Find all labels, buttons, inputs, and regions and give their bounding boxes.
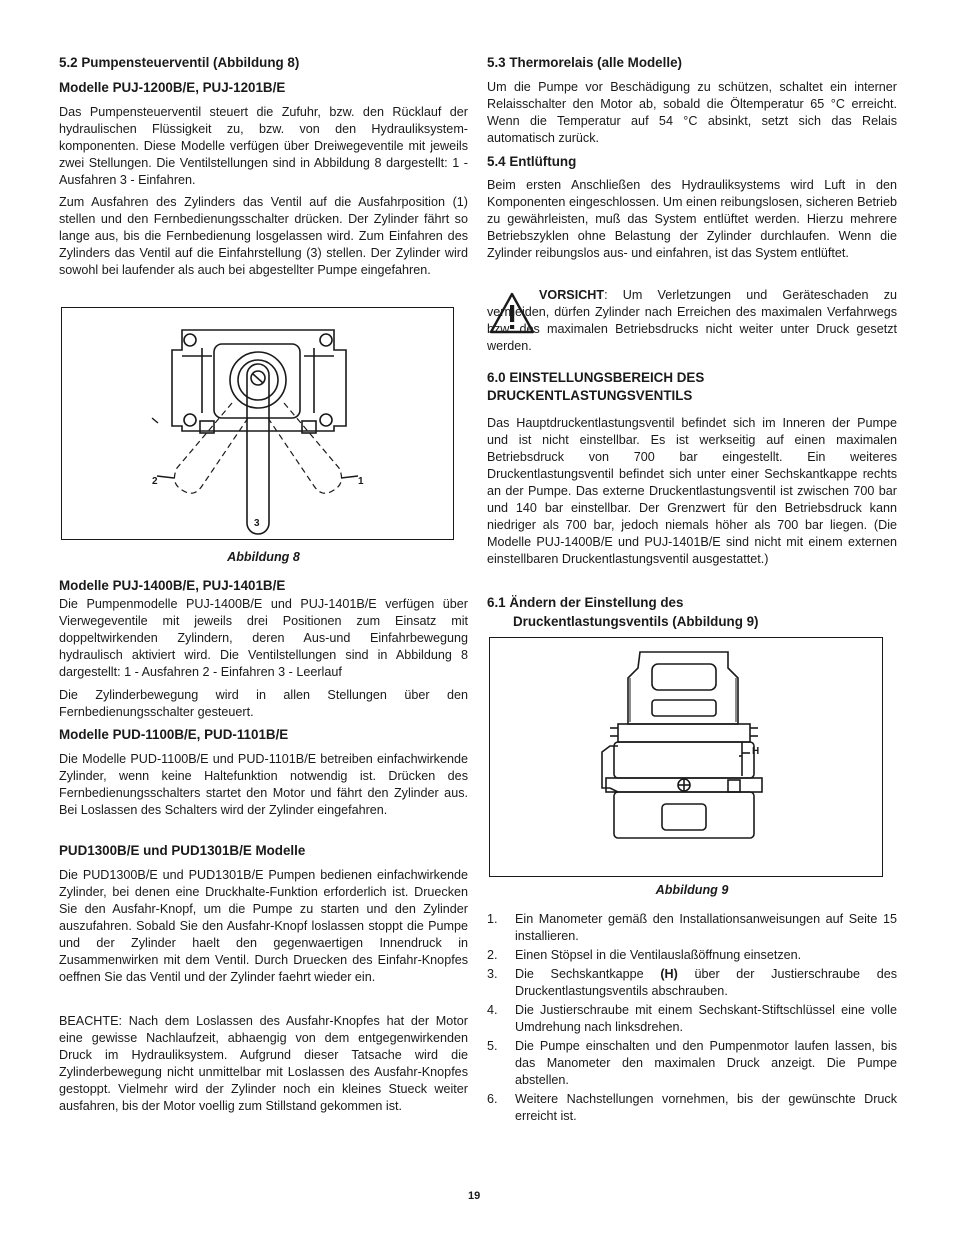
subheading-models-1400: Modelle PUJ-1400B/E, PUJ-1401B/E bbox=[59, 578, 286, 593]
paragraph: Die PUD1300B/E und PUD1301B/E Pumpen bedienen einfachwirkende Zylinder, bei denen eine Druckhalte-Funktion erforderlich ist. Druecken Sie den Ausfahr-Knopf, um die Pumpe zu starten und den Zylinder auszufahren. Sobald Sie den Ausfahr-Knopf loslassen stoppt die Pumpe und der Zylinder haelt den gegenwaertigen Innendruck in Zusammenwirken mit dem Ventil. Durch Druecken des Einfahr-Knopfes oeffnen Sie das Ventil und der Zylinder faehrt wieder ein. bbox=[59, 868, 468, 984]
section-heading-5-3: 5.3 Thermorelais (alle Modelle) bbox=[487, 55, 682, 70]
paragraph: Beim ersten Anschließen des Hydrauliksystems wird Luft in den Komponenten eingeschlossen. Um einen reibungslosen, sicheren Betrieb zu gewährleisten, muß das System entlüftet werden. Hierzu mehrere Betriebszyklen ohne Belastung der Zylinder durchlaufen. Wenn die Zylinder reibungslos aus- und einfahren, ist das System entlüftet. bbox=[487, 178, 897, 260]
caution-paragraph bbox=[487, 287, 897, 355]
fig8-label-2: 2 bbox=[152, 476, 158, 487]
list-item: 1. Ein Manometer gemäß den Installationsanweisungen auf Seite 15 installieren. bbox=[487, 912, 897, 943]
valve-diagram bbox=[62, 308, 453, 539]
list-item: 6. Weitere Nachstellungen vornehmen, bis der gewünschte Druck erreicht ist. bbox=[487, 1092, 897, 1123]
section-heading-5-4: 5.4 Entlüftung bbox=[487, 154, 577, 169]
figure-8-caption: Abbildung 8 bbox=[227, 550, 300, 564]
list-item: 5. Die Pumpe einschalten und den Pumpenmotor laufen lassen, bis das Manometer den maximalen Druck anzeigt. Die Pumpe abstellen. bbox=[487, 1039, 897, 1087]
figure-9 bbox=[489, 637, 883, 877]
section-heading-6-0-line1: 6.0 EINSTELLUNGSBEREICH DES bbox=[487, 370, 705, 385]
paragraph: Zum Ausfahren des Zylinders das Ventil auf die Ausfahrposition (1) stellen und den Fernbedienungsschalter drücken. Der Zylinder fährt so lange aus, bis die Fernbedienung losgelassen wird. Zum Einfahren des Zylinders das Ventil auf die Einfahrstellung (3) stellen. Der Zylinder wird sowohl bei laufender als auch bei abgestellter Pumpe eingefahren. bbox=[59, 195, 468, 277]
list-item: 3. Die Sechskantkappe (H) über der Justierschraube des Druckentlastungsventils abschrauben. bbox=[487, 967, 897, 998]
fig8-label-3: 3 bbox=[254, 518, 260, 529]
paragraph: Die Modelle PUD-1100B/E und PUD-1101B/E betreiben einfachwirkende Zylinder, wenn keine Haltefunktion notwendig ist. Drücken des Fernbedienungsschalters startet den Motor und fährt den Zylinder aus. Bei Loslassen des Schalters wird der Zylinder eingefahren. bbox=[59, 752, 468, 817]
paragraph: Das Hauptdruckentlastungsventil befindet sich im Inneren der Pumpe und ist nicht einstellbar. Es ist werkseitig auf einen maximalen Betriebsdruck von 700 bar eingestellt. Ein weiteres Druckentlastungsventil befindet sich unter einer Sechskantkappe rechts an der Pumpe. Das externe Druckentlastungsventil ist zwischen 700 bar und 140 bar einstellbar. Der Grenzwert für den Betriebsdruck kann niedriger als 700 bar, jedoch niemals höher als 700 bar liegen. (Die Modelle PUJ-1400B/E und PUJ-1401B/E sind nicht mit einem externen einstellbaren Druckentlastungsventil ausgestattet.) bbox=[487, 416, 897, 566]
paragraph: Das Pumpensteuerventil steuert die Zufuhr, bzw. den Rücklauf der hydraulischen Flüssigkeit zu, bzw. von den Hydrauliksystem-komponenten. Diese Modelle verfügen über Dreiwegeventile mit jeweils zwei Stellungen. Die Ventilstellungen sind in Abbildung 8 dargestellt: 1 - Ausfahren 3 - Einfahren. bbox=[59, 105, 468, 187]
list-item: 4. Die Justierschraube mit einem Sechskant-Stiftschlüssel eine volle Umdrehung nach linksdrehen. bbox=[487, 1003, 897, 1034]
pump-diagram bbox=[490, 638, 882, 876]
subheading-models-1300: PUD1300B/E und PUD1301B/E Modelle bbox=[59, 843, 306, 858]
caution-text: : Um Verletzungen und Geräteschaden zu vermeiden, dürfen Zylinder nach Erreichen des maximalen Verfahrwegs bzw. des maximalen Betriebsdrucks nicht weiter unter Druck gesetzt werden. bbox=[487, 288, 897, 353]
page-number: 19 bbox=[468, 1190, 481, 1202]
steps-list bbox=[487, 911, 897, 1125]
caution-block bbox=[487, 287, 897, 359]
subheading-models-1100: Modelle PUD-1100B/E, PUD-1101B/E bbox=[59, 727, 289, 742]
figure-8 bbox=[61, 307, 454, 540]
section-heading-6-1-line1: 6.1 Ändern der Einstellung des bbox=[487, 595, 684, 610]
section-heading-6-0-line2: DRUCKENTLASTUNGSVENTILS bbox=[487, 388, 693, 403]
note-paragraph: BEACHTE: Nach dem Loslassen des Ausfahr-Knopfes hat der Motor eine gewisse Nachlaufzeit, abhaengig von dem entgegenwirkenden Druck im Hydrauliksystem. Aufgrund dieser Tatsache wird die Zylinderbewegung nicht unmittelbar mit Loslassen des Ausfahr-Knopfes gestoppt. Vielmehr wird der Zylinder noch ein kleines Stueck weiter ausfahren, bis der Motor voellig zum Stillstand gekommen ist. bbox=[59, 1014, 468, 1113]
paragraph: Um die Pumpe vor Beschädigung zu schützen, schaltet ein interner Relaisschalter den Motor ab, sobald die Öltemperatur 65 °C erreicht. Wenn die Temperatur auf 54 °C absinkt, setzt sich das Relais automatisch zurück. bbox=[487, 80, 897, 145]
fig9-label-h: H bbox=[752, 746, 760, 757]
section-heading-6-1-line2: Druckentlastungsventils (Abbildung 9) bbox=[513, 614, 759, 629]
caution-label: VORSICHT bbox=[539, 288, 605, 302]
figure-9-caption: Abbildung 9 bbox=[655, 883, 729, 897]
section-heading-5-2: 5.2 Pumpensteuerventil (Abbildung 8) bbox=[59, 55, 300, 70]
paragraph: Die Pumpenmodelle PUJ-1400B/E und PUJ-1401B/E verfügen über Vierwegeventile mit jeweils drei Positionen zum Einsatz mit doppeltwirkenden Zylindern, deren Aus-und Einfahrbewegung hydraulisch aktiviert wird. Die Ventilstellungen sind in Abbildung 8 dargestellt: 1 - Ausfahren 2 - Einfahren 3 - Leerlauf bbox=[59, 597, 468, 679]
subheading-models-1200: Modelle PUJ-1200B/E, PUJ-1201B/E bbox=[59, 80, 286, 95]
fig8-label-1: 1 bbox=[358, 476, 364, 487]
paragraph: Die Zylinderbewegung wird in allen Stellungen über den Fernbedienungsschalter gesteuert. bbox=[59, 688, 468, 719]
list-item: 2. Einen Stöpsel in die Ventilauslaßöffnung einsetzen. bbox=[487, 948, 802, 962]
